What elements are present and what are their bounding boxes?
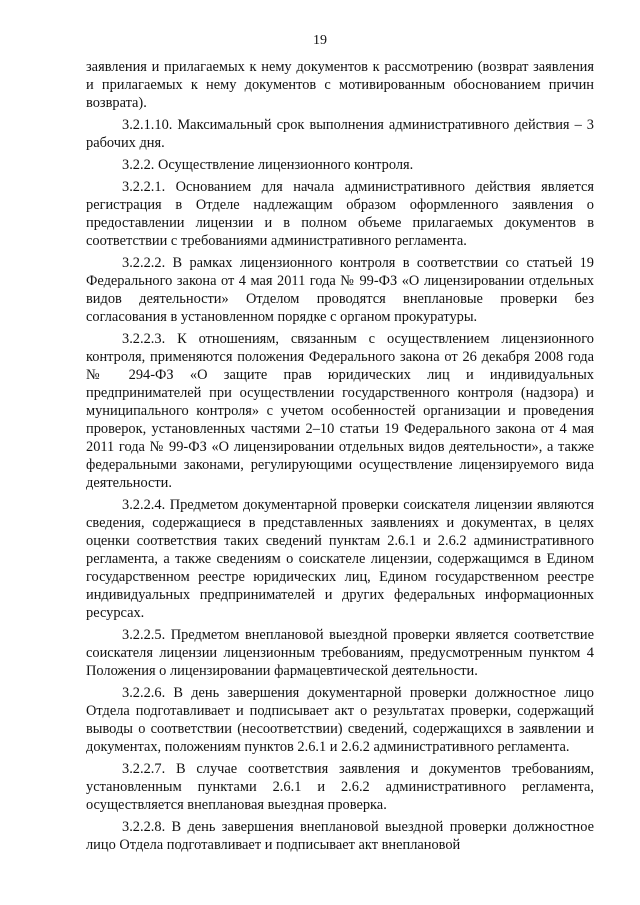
paragraph: 3.2.2.6. В день завершения документарной проверки должностное лицо Отдела подготавливает и подписывает акт о результатах проверки, содержащий выводы о соответствии (несоответствии) сведений, содержащихся в заявлении и документах, положениям пунктов 2.6.1 и 2.6.2 административного регламента. — [86, 685, 594, 755]
paragraph: 3.2.2.7. В случае соответствия заявления и документов требованиям, установленным пунктами 2.6.1 и 2.6.2 административного регламента, осуществляется внеплановая выездная проверка. — [86, 761, 594, 813]
paragraph: 3.2.2.5. Предметом внеплановой выездной проверки является соответствие соискателя лицензии лицензионным требованиям, предусмотренным пунктом 4 Положения о лицензировании фармацевтической деятельности. — [86, 627, 594, 679]
paragraph: заявления и прилагаемых к нему документов к рассмотрению (возврат заявления и прилагаемых к нему документов с мотивированным обоснованием причин возврата). — [86, 59, 594, 111]
paragraph: 3.2.2.8. В день завершения внеплановой выездной проверки должностное лицо Отдела подготавливает и подписывает акт внеплановой — [86, 819, 594, 853]
paragraph: 3.2.2. Осуществление лицензионного контроля. — [122, 157, 414, 173]
paragraph: 3.2.2.2. В рамках лицензионного контроля в соответствии со статьей 19 Федерального закона от 4 мая 2011 года № 99-ФЗ «О лицензировании отдельных видов деятельности» Отделом проводятся внеплановые проверки без согласования в установленном порядке с органом прокуратуры. — [86, 255, 594, 325]
page-number: 19 — [313, 33, 327, 48]
paragraph: 3.2.1.10. Максимальный срок выполнения административного действия – 3 рабочих дня. — [86, 117, 594, 151]
paragraph: 3.2.2.4. Предметом документарной проверки соискателя лицензии являются сведения, содержащиеся в представленных заявлениях и документах, в целях оценки соответствия таких сведений пунктам 2.6.1 и 2.6.2 административного регламента, а также сведениям о соискателе лицензии, содержащимся в Едином государственном реестре юридических лиц, Едином государственном реестре индивидуальных предпринимателей и других федеральных информационных ресурсах. — [86, 497, 594, 621]
paragraph: 3.2.2.1. Основанием для начала административного действия является регистрация в Отделе надлежащим образом оформленного заявления о предоставлении лицензии и в полном объеме прилагаемых документов в соответствии с требованиями административного регламента. — [86, 179, 594, 249]
document-body — [86, 58, 594, 854]
paragraph: 3.2.2.3. К отношениям, связанным с осуществлением лицензионного контроля, применяются положения Федерального закона от 26 декабря 2008 года № 294-ФЗ «О защите прав юридических лиц и индивидуальных предпринимателей при осуществлении государственного контроля (надзора) и муниципального контроля» с учетом особенностей организации и проведения проверок, установленных частями 2–10 статьи 19 Федерального закона от 4 мая 2011 года № 99-ФЗ «О лицензировании отдельных видов деятельности», а также федеральными законами, регулирующими осуществление лицензируемого вида деятельности. — [86, 331, 594, 491]
